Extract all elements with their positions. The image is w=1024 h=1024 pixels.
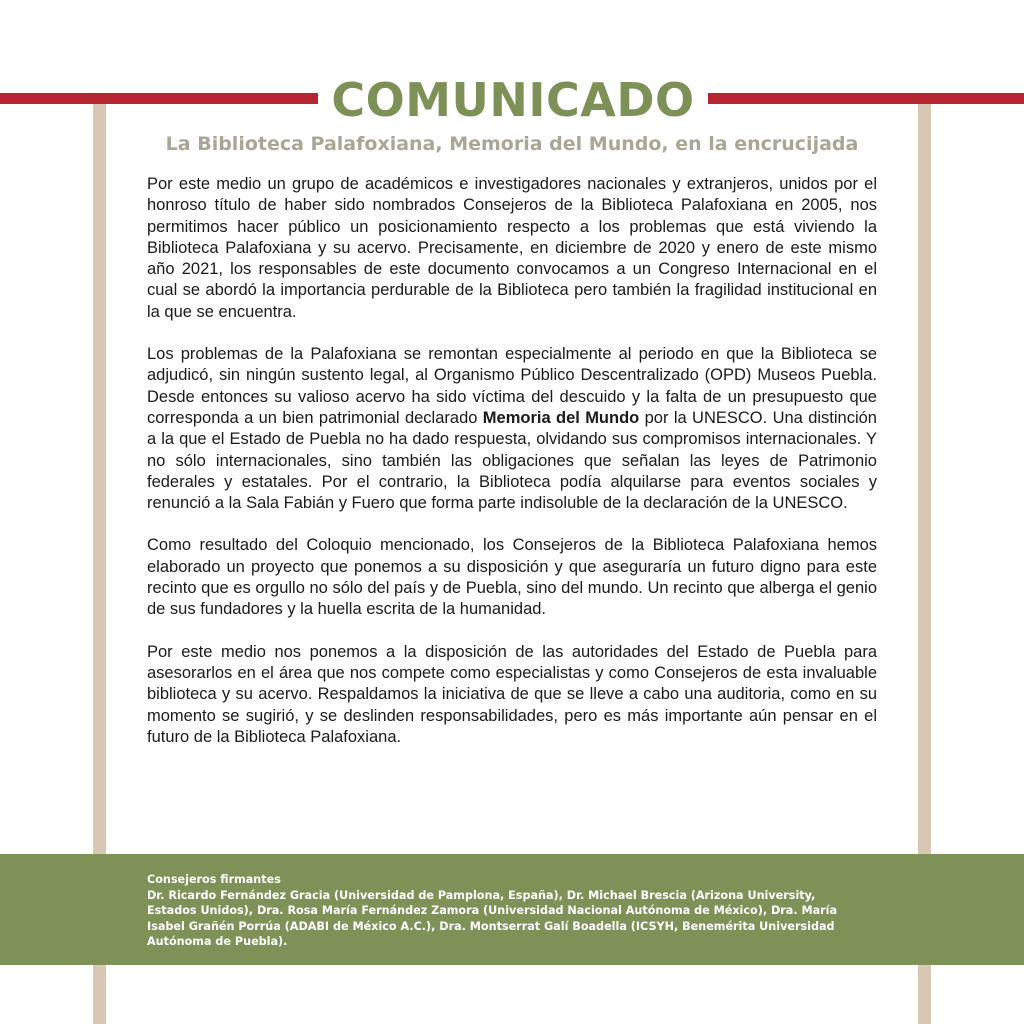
left-red-rule [0,93,318,104]
paragraph-2 [147,344,877,514]
paragraph-1: Por este medio un grupo de académicos e investigadores nacionales y extranjeros, unidos por el honroso título de haber sido nombrados Consejeros de la Biblioteca Palafoxiana en 2005, nos permitimos hacer público un posicionamiento respecto a los problemas que está viviendo la Biblioteca Palafoxiana y su acervo. Precisamente, en diciembre de 2020 y enero de este mismo año 2021, los responsables de este documento convocamos a un Congreso Internacional en el cual se abordó la importancia perdurable de la Biblioteca pero también la fragilidad institucional en la que se encuentra. [147,175,877,321]
paragraph-4: Por este medio nos ponemos a la disposición de las autoridades del Estado de Puebla para asesorarlos en el área que nos compete como especialistas y como Consejeros de esta invaluable biblioteca y su acervo. Respaldamos la iniciativa de que se lleve a cabo una auditoria, como en su momento se sugirió, y se deslinden responsabilidades, pero es más importante aún pensar en el futuro de la Biblioteca Palafoxiana. [147,642,877,746]
page-subtitle: La Biblioteca Palafoxiana, Memoria del Mundo, en la encrucijada [165,133,859,155]
page-title: COMUNICADO [331,73,695,127]
paragraph-2-end: por la UNESCO. Una distinción a la que el Estado de Puebla no ha dado respuesta, olvidando sus compromisos internacionales. Y no sólo internacionales, sino también las obligaciones que señalan las leyes de Patrimonio federales y estatales. Por el contrario, la Biblioteca podía alquilarse para eventos sociales y renunció a la Sala Fabián y Fuero que forma parte indisoluble de la declaración de la UNESCO. [147,408,877,513]
right-red-rule [708,93,1024,104]
signers-content [147,872,867,950]
signers-heading: Consejeros firmantes [147,873,281,886]
signers-banner [0,854,1024,965]
paragraph-2-start: Los problemas de la Palafoxiana se remontan especialmente al periodo en que la Biblioteca se adjudicó, sin ningún sustento legal, al Organismo Público Descentralizado (OPD) Museos Puebla. Desde entonces su valioso acervo ha sido víctima del descuido y la falta de un presupuesto que corresponda a un bien patrimonial declarado [147,345,877,427]
memoria-del-mundo-bold: Memoria del Mundo [482,408,640,427]
paragraph-3: Como resultado del Coloquio mencionado, los Consejeros de la Biblioteca Palafoxiana hemos elaborado un proyecto que ponemos a su disposición y que aseguraría un futuro digno para este recinto que es orgullo no sólo del país y de Puebla, sino del mundo. Un recinto que alberga el genio de sus fundadores y la huella escrita de la humanidad. [147,536,877,619]
signers-names: Dr. Ricardo Fernández Gracia (Universidad de Pamplona, España), Dr. Michael Brescia (Arizona University, Estados Unidos), Dra. Rosa María Fernández Zamora (Universidad Nacional Autónoma de México), Dra. María Isabel Grañén Porrúa (ADABI de México A.C.), Dra. Montserrat Galí Boadella (ICSYH, Benemérita Universidad Autónoma de Puebla). [147,888,838,949]
communique-body [147,174,877,769]
